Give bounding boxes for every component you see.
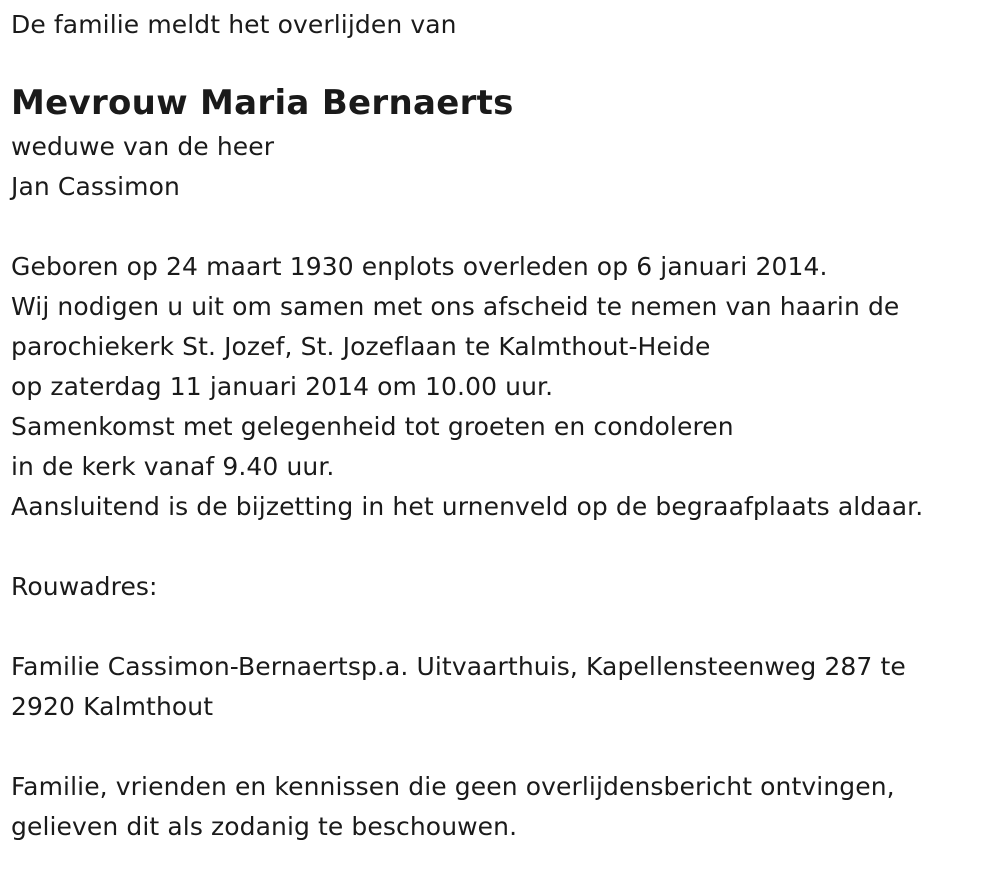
body-line: parochiekerk St. Jozef, St. Jozeflaan te Kalmthout-Heide (11, 332, 711, 361)
address-line: Familie Cassimon-Bernaertsp.a. Uitvaarthuis, Kapellensteenweg 287 te (11, 652, 906, 681)
address-line: 2920 Kalmthout (11, 692, 214, 721)
death-notice (11, 0, 996, 847)
spacer (11, 207, 996, 247)
body-line: Wij nodigen u uit om samen met ons afscheid te nemen van haarin de (11, 292, 900, 321)
spouse-name: Jan Cassimon (11, 172, 180, 201)
spacer (11, 727, 996, 767)
ceremony-details (11, 247, 996, 527)
body-line: Aansluitend is de bijzetting in het urnenveld op de begraafplaats aldaar. (11, 492, 924, 521)
body-line: op zaterdag 11 januari 2014 om 10.00 uur. (11, 372, 554, 401)
closing-line: Familie, vrienden en kennissen die geen overlijdensbericht ontvingen, (11, 772, 895, 801)
relation-line: weduwe van de heer (11, 132, 275, 161)
body-line: Samenkomst met gelegenheid tot groeten en condoleren (11, 412, 734, 441)
spacer (11, 527, 996, 567)
closing-note (11, 767, 996, 847)
body-line: Geboren op 24 maart 1930 enplots overleden op 6 januari 2014. (11, 252, 828, 281)
body-line: in de kerk vanaf 9.40 uur. (11, 452, 335, 481)
spacer (11, 607, 996, 647)
mourning-address (11, 647, 996, 727)
address-label: Rouwadres: (11, 572, 158, 601)
intro-text: De familie meldt het overlijden van (11, 10, 457, 39)
closing-line: gelieven dit als zodanig te beschouwen. (11, 812, 518, 841)
deceased-name: Mevrouw Maria Bernaerts (11, 83, 514, 123)
